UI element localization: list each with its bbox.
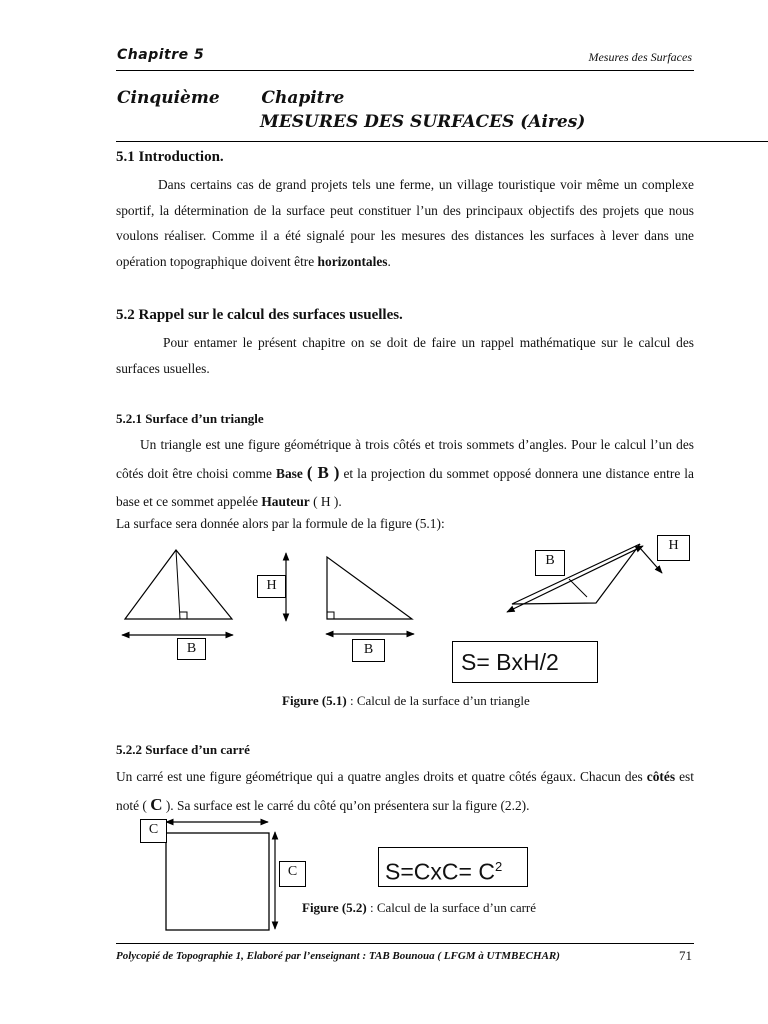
triangle-isoceles xyxy=(122,550,233,635)
figure-5-1-ref: Figure (5.1) xyxy=(282,693,347,708)
footer-text: Polycopié de Topographie 1, Elaboré par l’enseignant : TAB Bounoua ( LFGM à UTMBECHAR) xyxy=(116,950,560,962)
label-base-triangle-2: B xyxy=(352,639,385,662)
running-header-title: Mesures des Surfaces xyxy=(588,50,692,64)
label-base-triangle-3: B xyxy=(535,550,565,576)
triangle-base-symbol: ( B ) xyxy=(306,463,340,482)
subsection-heading-5-2-2: 5.2.2 Surface d’un carré xyxy=(116,742,250,757)
paragraph-carre xyxy=(116,763,694,820)
intro-bold-horizontales: horizontales xyxy=(317,253,388,269)
chapter-title: MESURES DES SURFACES (Aires) xyxy=(260,112,586,132)
triangle-height-word: Hauteur xyxy=(261,494,310,509)
triangle-right xyxy=(326,557,414,634)
triangle-oblique xyxy=(507,544,662,612)
formula-square-exponent: 2 xyxy=(494,859,503,874)
page-number: 71 xyxy=(679,948,692,963)
running-header-chapter: Chapitre 5 xyxy=(117,47,205,63)
formula-square-main: S=CxC= C xyxy=(385,858,495,885)
subsection-heading-5-2-1: 5.2.1 Surface d’un triangle xyxy=(116,411,264,426)
carre-text-2: est noté ( xyxy=(116,769,694,813)
carre-text-3: ). Sa surface est le carré du côté qu’on présentera sur la figure (2.2). xyxy=(162,798,530,813)
figure-5-1-text: : Calcul de la surface d’un triangle xyxy=(346,693,530,708)
triangle-text-1: Un triangle est une figure géométrique à trois côtés et trois sommets d’angles. Pour le calcul l’un des côtés doit être choisi comme xyxy=(116,437,694,481)
figure-5-1-caption xyxy=(282,693,530,709)
section-heading-5-2: 5.2 Rappel sur le calcul des surfaces usuelles. xyxy=(116,307,403,323)
label-base-triangle-1: B xyxy=(177,638,206,660)
carre-text-1: Un carré est une figure géométrique qui a quatre angles droits et quatre côtés égaux. Chacun des xyxy=(116,769,647,784)
triangle-formula-intro: La surface sera donnée alors par la formule de la figure (5.1): xyxy=(116,516,445,531)
square-shape xyxy=(166,822,275,930)
paragraph-rappel: Pour entamer le présent chapitre on se doit de faire un rappel mathématique sur le calcul des surfaces usuelles. xyxy=(116,335,694,376)
figure-5-2-caption xyxy=(302,900,536,916)
section-heading-5-1: 5.1 Introduction. xyxy=(116,149,224,165)
triangle-base-word: Base xyxy=(276,466,303,481)
figure-5-2-text: : Calcul de la surface d’un carré xyxy=(366,900,537,915)
intro-text: Dans certains cas de grand projets tels une ferme, un village touristique voir même un complexe sportif, la détermination de la surface peut constituer l’un des principaux objectifs des projets que nous voulons réaliser. Comme il a été signalé pour les mesures des distances les surfaces à lever dans une opération topographique doivent être xyxy=(116,177,694,269)
label-side-right: C xyxy=(279,861,306,887)
footer-rule xyxy=(116,943,694,944)
formula-square xyxy=(378,847,528,887)
label-height-triangle-3: H xyxy=(657,535,690,561)
triangle-text-3: ( H ). xyxy=(309,494,342,509)
figure-5-2-ref: Figure (5.2) xyxy=(302,900,367,915)
carre-sides-word: côtés xyxy=(646,769,676,784)
triangle-text-2: et la projection du sommet opposé donnera une distance entre la base et ce sommet appelée xyxy=(116,466,694,509)
label-height: H xyxy=(257,575,286,598)
formula-triangle: S= BxH/2 xyxy=(452,641,598,683)
label-side-top: C xyxy=(140,819,167,843)
chapter-label: Cinquième Chapitre xyxy=(117,88,345,108)
intro-end: . xyxy=(387,253,391,269)
carre-c-symbol: C xyxy=(150,795,163,814)
